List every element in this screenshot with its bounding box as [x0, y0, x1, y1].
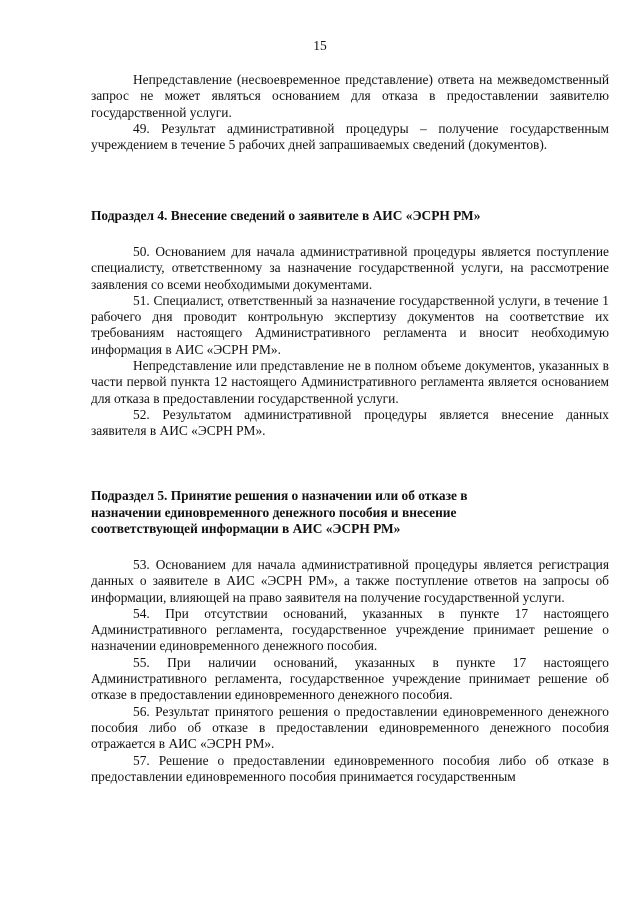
subsection-4 [91, 208, 609, 225]
subsection-4-body [91, 244, 609, 440]
paragraph-56: 56. Результат принятого решения о предоставлении единовременного денежного пособия либо об отказе в предоставлении единовременного денежного пособия отражается в АИС «ЭСРН РМ». [91, 703, 609, 752]
paragraph-57: 57. Решение о предоставлении единовременного пособия либо об отказе в предоставлении единовременного пособия принимается государственным [91, 752, 609, 784]
intro-block [91, 72, 609, 153]
paragraph-52: 52. Результатом административной процедуры является внесение данных заявителя в АИС «ЭСРН РМ». [91, 406, 609, 439]
paragraph-51-continued: Непредставление или представление не в полном объеме документов, указанных в части первой пункта 12 настоящего Административного регламента является основанием для отказа в предоставлении государственной услуги. [91, 358, 609, 406]
paragraph-55: 55. При наличии оснований, указанных в пункте 17 настоящего Административного регламента, государственное учреждение принимает решение об отказе в предоставлении единовременного денежного пособия. [91, 654, 609, 703]
subsection-4-heading: Подраздел 4. Внесение сведений о заявителе в АИС «ЭСРН РМ» [91, 208, 481, 223]
paragraph-54: 54. При отсутствии оснований, указанных в пункте 17 настоящего Административного регламента, государственное учреждение принимает решение о назначении единовременного денежного пособия. [91, 605, 609, 654]
paragraph-51: 51. Специалист, ответственный за назначение государственной услуги, в течение 1 рабочего дня проводит контрольную экспертизу документов на соответствие их требованиям настоящего Административного регламента и вносит необходимую информация в АИС «ЭСРН РМ». [91, 292, 609, 357]
paragraph-49: 49. Результат административной процедуры – получение государственным учреждением в течение 5 рабочих дней запрашиваемых сведений (документов). [91, 120, 609, 153]
subsection-5-heading-block [91, 488, 609, 538]
subsection-5-heading-line-1: Подраздел 5. Принятие решения о назначении или об отказе в [91, 488, 468, 503]
subsection-5-body [91, 557, 609, 785]
paragraph-nonsubmission: Непредставление (несвоевременное представление) ответа на межведомственный запрос не может являться основанием для отказа в предоставлении заявителю государственной услуги. [91, 72, 609, 120]
paragraph-50: 50. Основанием для начала административной процедуры является поступление специалисту, ответственному за назначение государственной услуги, на рассмотрение заявления со всеми необходимыми документами. [91, 244, 609, 292]
page-number: 15 [313, 38, 327, 53]
paragraph-53: 53. Основанием для начала административной процедуры является регистрация данных о заявителе в АИС «ЭСРН РМ», а также поступление ответов на запросы об информации, влияющей на право заявителя на получение государственной услуги. [91, 557, 609, 605]
subsection-5-heading-line-2: назначении единовременного денежного пособия и внесение [91, 504, 457, 520]
subsection-5-heading-line-3: соответствующей информации в АИС «ЭСРН РМ» [91, 521, 401, 536]
